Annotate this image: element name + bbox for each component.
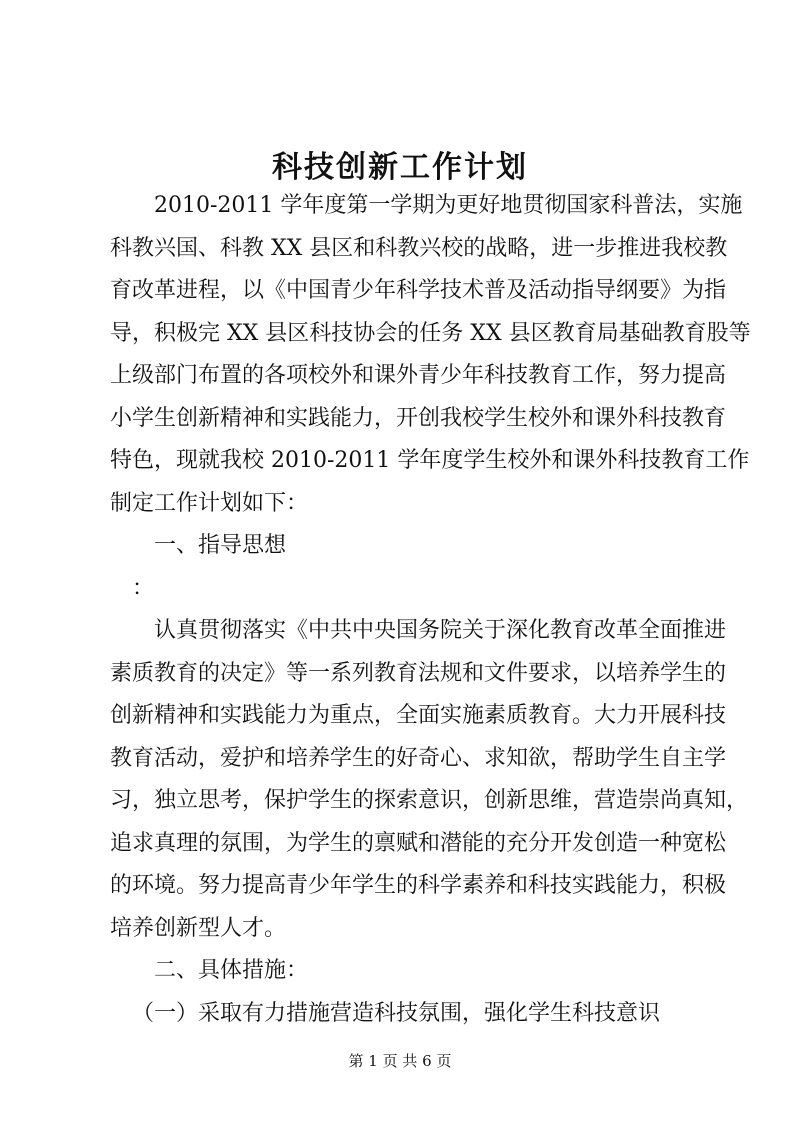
- paragraph-line: 育改革进程，以《中国青少年科学技术普及活动指导纲要》为指: [110, 278, 727, 303]
- paragraph-line: 科教兴国、科教 XX 县区和科教兴校的战略，进一步推进我校教: [110, 235, 728, 261]
- paragraph-line: 习，独立思考，保护学生的探索意识，创新思维，营造崇尚真知，: [110, 788, 749, 813]
- subsection-heading: （一）采取有力措施营造科技氛围，强化学生科技意识: [132, 1000, 661, 1026]
- paragraph-line: 培养创新型人才。: [110, 915, 287, 941]
- paragraph-line: 教育活动，爱护和培养学生的好奇心、求知欲，帮助学生自主学: [110, 745, 727, 771]
- document-title: 科技创新工作计划: [272, 150, 528, 185]
- paragraph-line: 制定工作计划如下：: [110, 490, 309, 516]
- paragraph-line: 素质教育的决定》等一系列教育法规和文件要求，以培养学生的: [110, 660, 727, 686]
- paragraph-line: 导，积极完 XX 县区科技协会的任务 XX 县区教育局基础教育股等: [110, 320, 751, 346]
- paragraph-line: 追求真理的氛围，为学生的禀赋和潜能的充分开发创造一种宽松: [110, 830, 727, 856]
- paragraph-line: 创新精神和实践能力为重点，全面实施素质教育。大力开展科技: [110, 703, 727, 728]
- paragraph-line: ：: [132, 575, 155, 601]
- document-body: [110, 185, 751, 1035]
- paragraph-line: 特色，现就我校 2010-2011 学年度学生校外和课外科技教育工作: [110, 448, 750, 473]
- paragraph-line: 的环境。努力提高青少年学生的科学素养和科技实践能力，积极: [110, 873, 727, 898]
- section-heading: 二、具体措施：: [154, 958, 309, 983]
- paragraph-line: 小学生创新精神和实践能力，开创我校学生校外和课外科技教育: [110, 405, 727, 431]
- paragraph-line: 认真贯彻落实《中共中央国务院关于深化教育改革全面推进: [154, 618, 727, 643]
- paragraph-line: 2010-2011 学年度第一学期为更好地贯彻国家科普法，实施: [154, 193, 743, 218]
- page-footer: 第 1 页 共 6 页: [348, 1052, 452, 1070]
- section-heading: 一、指导思想: [154, 533, 287, 558]
- paragraph-line: 上级部门布置的各项校外和课外青少年科技教育工作，努力提高: [110, 363, 727, 388]
